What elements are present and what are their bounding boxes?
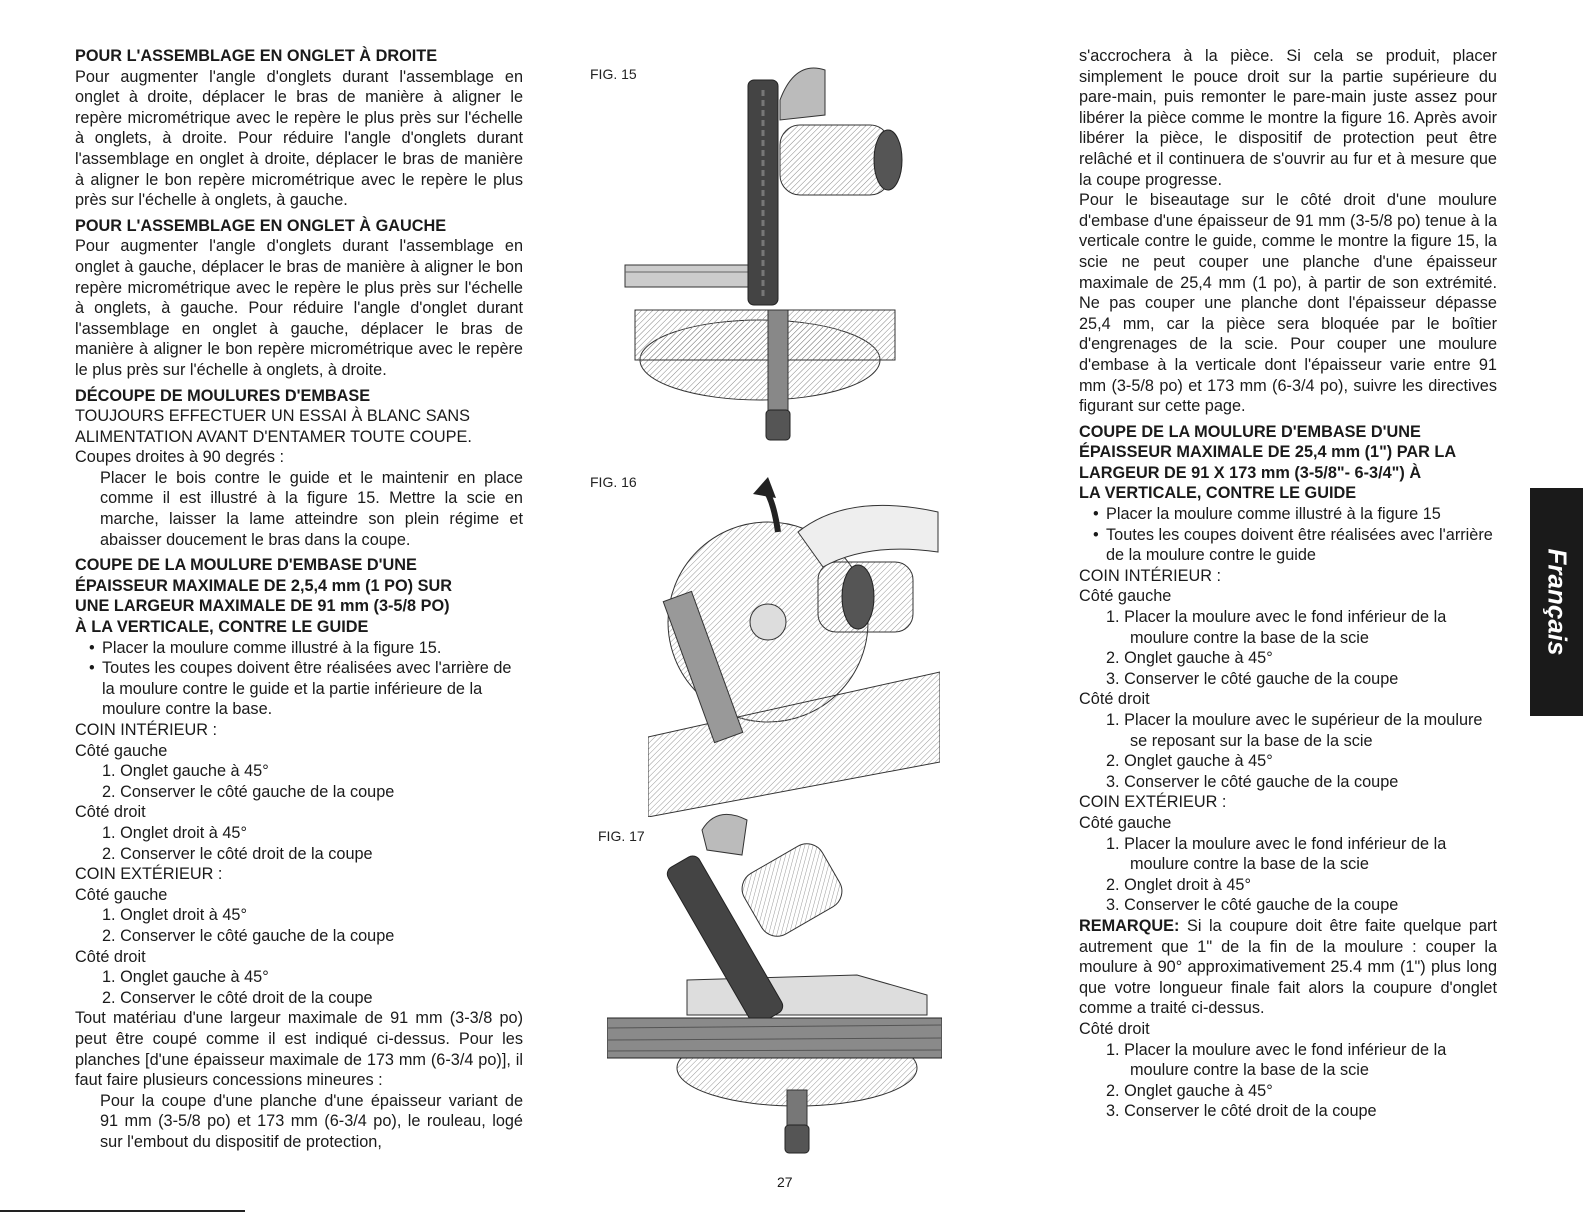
side-label: Côté gauche	[1079, 813, 1172, 832]
language-tab-label: Français	[1542, 548, 1572, 656]
figure-17-bevel-saw-illustration	[607, 810, 942, 1155]
heading-line: LA VERTICALE, CONTRE LE GUIDE	[1079, 484, 1357, 503]
heading-onglet-droite: POUR L'ASSEMBLAGE EN ONGLET À DROITE	[75, 47, 438, 65]
figure-16-label: FIG. 16	[590, 474, 637, 490]
side-label: Côté droit	[1079, 690, 1150, 709]
heading-coupe-1po	[75, 555, 523, 637]
side-label: Côté droit	[1079, 1019, 1150, 1038]
step-item: 3. Conserver le côté gauche de la coupe	[1106, 669, 1399, 688]
step-item: 2. Conserver le côté gauche de la coupe	[102, 926, 395, 945]
list-item: • Toutes les coupes doivent être réalisées avec l'arrière de la moulure contre le guide et la partie inférieure de la moulure contre la base.	[89, 658, 523, 720]
heading-line: À LA VERTICALE, CONTRE LE GUIDE	[75, 618, 369, 637]
step-item: 1. Onglet gauche à 45°	[102, 762, 269, 781]
heading-line: COUPE DE LA MOULURE D'EMBASE D'UNE	[75, 556, 417, 575]
coin-exterieur-label: COIN EXTÉRIEUR :	[1079, 793, 1227, 812]
figure-16-guard-release-illustration	[648, 472, 940, 817]
remark-paragraph	[1079, 916, 1497, 1019]
heading-line: LARGEUR DE 91 X 173 mm (3-5/8"- 6-3/4") À	[1079, 463, 1422, 482]
step-item: 1. Placer la moulure avec le fond inférieur de la moulure contre la base de la scie	[1106, 1040, 1447, 1080]
step-item: 1. Onglet gauche à 45°	[102, 968, 269, 987]
remark-text: Si la coupure doit être faite quelque part autrement que 1" de la fin de la moulure : couper la moulure à 90° approximativement 25.4 mm (1") plus long que votre longueur finale fait alors la coupure d'onglet comme a traité ci-dessus.	[1079, 916, 1497, 1018]
heading-line: UNE LARGEUR MAXIMALE DE 91 mm (3-5/8 PO)	[75, 597, 450, 616]
step-item: 2. Onglet droit à 45°	[1106, 875, 1251, 894]
heading-onglet-gauche: POUR L'ASSEMBLAGE EN ONGLET À GAUCHE	[75, 216, 447, 235]
language-tab	[1530, 488, 1583, 716]
step-item: 3. Conserver le côté gauche de la coupe	[1106, 772, 1399, 791]
warning-line-1: TOUJOURS EFFECTUER UN ESSAI À BLANC SANS	[75, 407, 471, 426]
side-label: Côté droit	[75, 947, 146, 966]
bottom-rule	[0, 1210, 245, 1212]
paragraph-biseautage: Pour le biseautage sur le côté droit d'une moulure d'embase d'une épaisseur de 91 mm (3-5/8 po) tenue à la verticale contre le guide, comme le montre la figure 15, la scie ne peut couper une planche d'une épaisseur maximale de 25,4 mm (1 po), à partir de son extrémité. Ne pas couper une planche dont l'épaisseur dépasse 25,4 mm, car la pièce sera bloquée par le boîtier d'engrenages de la scie. Pour couper une moulure d'embase à la verticale dont l'épaisseur varie entre 91 mm (3-5/8 po) et 173 mm (6-3/4 po), suivre les directives figurant sur cette page.	[1079, 191, 1497, 416]
paragraph-onglet-droite: Pour augmenter l'angle d'onglets durant l'assemblage en onglet à droite, déplacer le bras de manière à aligner le repère micrométrique avec le repère le plus près sur l'échelle à onglets, à droite. Pour réduire l'angle d'onglets durant l'assemblage en onglet à droite, déplacer le bras de manière à aligner le bon repère micrométrique avec le repère le plus près sur l'échelle à onglets, à gauche.	[75, 67, 523, 210]
coin-interieur-label: COIN INTÉRIEUR :	[75, 721, 218, 739]
list-item: • Placer la moulure comme illustré à la figure 15.	[89, 638, 523, 659]
figure-17-label: FIG. 17	[598, 828, 645, 844]
paragraph-material-indent: Pour la coupe d'une planche d'une épaisseur variant de 91 mm (3-5/8 po) et 173 mm (6-3/4 po), le rouleau, logé sur l'embout du dispositif de protection,	[100, 1091, 523, 1151]
step-item: 2. Conserver le côté gauche de la coupe	[102, 782, 395, 801]
step-item: 2. Onglet gauche à 45°	[1106, 752, 1273, 771]
coin-interieur-label: COIN INTÉRIEUR :	[1079, 566, 1222, 585]
side-label: Côté gauche	[75, 741, 168, 760]
figure-15-miter-saw-illustration	[620, 60, 950, 445]
bullet-list	[1079, 504, 1497, 566]
heading-decoupe-moulures: DÉCOUPE DE MOULURES D'EMBASE	[75, 386, 371, 405]
side-label: Côté gauche	[75, 885, 168, 904]
paragraph-material: Tout matériau d'une largeur maximale de 91 mm (3-3/8 po) peut être coupé comme il est indiqué ci-dessus. Pour les planches [d'une épaisseur maximale de 173 mm (6-3/4 po)], il faut faire plusieurs concessions mineures :	[75, 1009, 523, 1090]
step-item: 2. Onglet gauche à 45°	[1106, 649, 1273, 668]
step-item: 1. Placer la moulure avec le fond inférieur de la moulure contre la base de la scie	[1106, 834, 1447, 874]
right-column	[1079, 46, 1497, 1122]
list-item: • Placer la moulure comme illustré à la figure 15	[1093, 504, 1497, 525]
side-label: Côté gauche	[1079, 587, 1172, 606]
bullet-list	[75, 638, 523, 720]
step-item: 1. Placer la moulure avec le fond inférieur de la moulure contre la base de la scie	[1106, 608, 1447, 647]
side-label: Côté droit	[75, 803, 146, 822]
step-item: 3. Conserver le côté gauche de la coupe	[1106, 896, 1399, 915]
heading-line: ÉPAISSEUR MAXIMALE DE 2,5,4 mm (1 PO) SUR	[75, 576, 452, 595]
paragraph-onglet-gauche: Pour augmenter l'angle d'onglets durant l'assemblage en onglet à gauche, déplacer le bras de manière à aligner le bon repère micrométrique avec le repère le plus près sur l'échelle à onglets, à gauche. Pour réduire l'angle d'onglet durant l'assemblage en onglet à gauche, déplacer le bras de manière à aligner le bon repère micrométrique avec le repère le plus près sur l'échelle à onglets, à droite.	[75, 237, 523, 379]
list-item: • Toutes les coupes doivent être réalisées avec l'arrière de la moulure contre le guide	[1093, 525, 1497, 566]
heading-line: ÉPAISSEUR MAXIMALE DE 25,4 mm (1") PAR LA	[1079, 443, 1457, 462]
step-item: 1. Placer la moulure avec le supérieur de la moulure se reposant sur la base de la scie	[1106, 711, 1483, 750]
paragraph-continuation: s'accrochera à la pièce. Si cela se produit, placer simplement le pouce droit sur la partie supérieure du pare-main, puis remonter le pare-main juste assez pour libérer la pièce comme le montre la figure 16. Après avoir libérer la pièce, le dispositif de protection peut être relâché et il continuera de s'ouvrir au fur et à mesure que la coupe progresse.	[1079, 47, 1497, 189]
heading-line: COUPE DE LA MOULURE D'EMBASE D'UNE	[1079, 422, 1421, 441]
step-item: 2. Conserver le côté droit de la coupe	[102, 988, 373, 1007]
page-number: 27	[777, 1174, 793, 1190]
left-column	[75, 46, 523, 1152]
step-item: 2. Conserver le côté droit de la coupe	[102, 844, 373, 863]
remark-label: REMARQUE:	[1079, 916, 1180, 935]
step-item: 2. Onglet gauche à 45°	[1106, 1081, 1273, 1100]
coin-exterieur-label: COIN EXTÉRIEUR :	[75, 865, 223, 884]
step-item: 1. Onglet droit à 45°	[102, 906, 247, 925]
warning-line-2: ALIMENTATION AVANT D'ENTAMER TOUTE COUPE.	[75, 427, 472, 446]
straight-cuts-text: Placer le bois contre le guide et le maintenir en place comme il est illustré à la figure 15. Mettre la scie en marche, laisser la lame atteindre son plein régime et abaisser doucement le bras dans la coupe.	[100, 468, 523, 549]
step-item: 3. Conserver le côté droit de la coupe	[1106, 1102, 1377, 1121]
figure-15-label: FIG. 15	[590, 66, 637, 82]
step-item: 1. Onglet droit à 45°	[102, 823, 247, 842]
straight-cuts-label: Coupes droites à 90 degrés :	[75, 448, 285, 467]
heading-coupe-25mm	[1079, 422, 1497, 504]
